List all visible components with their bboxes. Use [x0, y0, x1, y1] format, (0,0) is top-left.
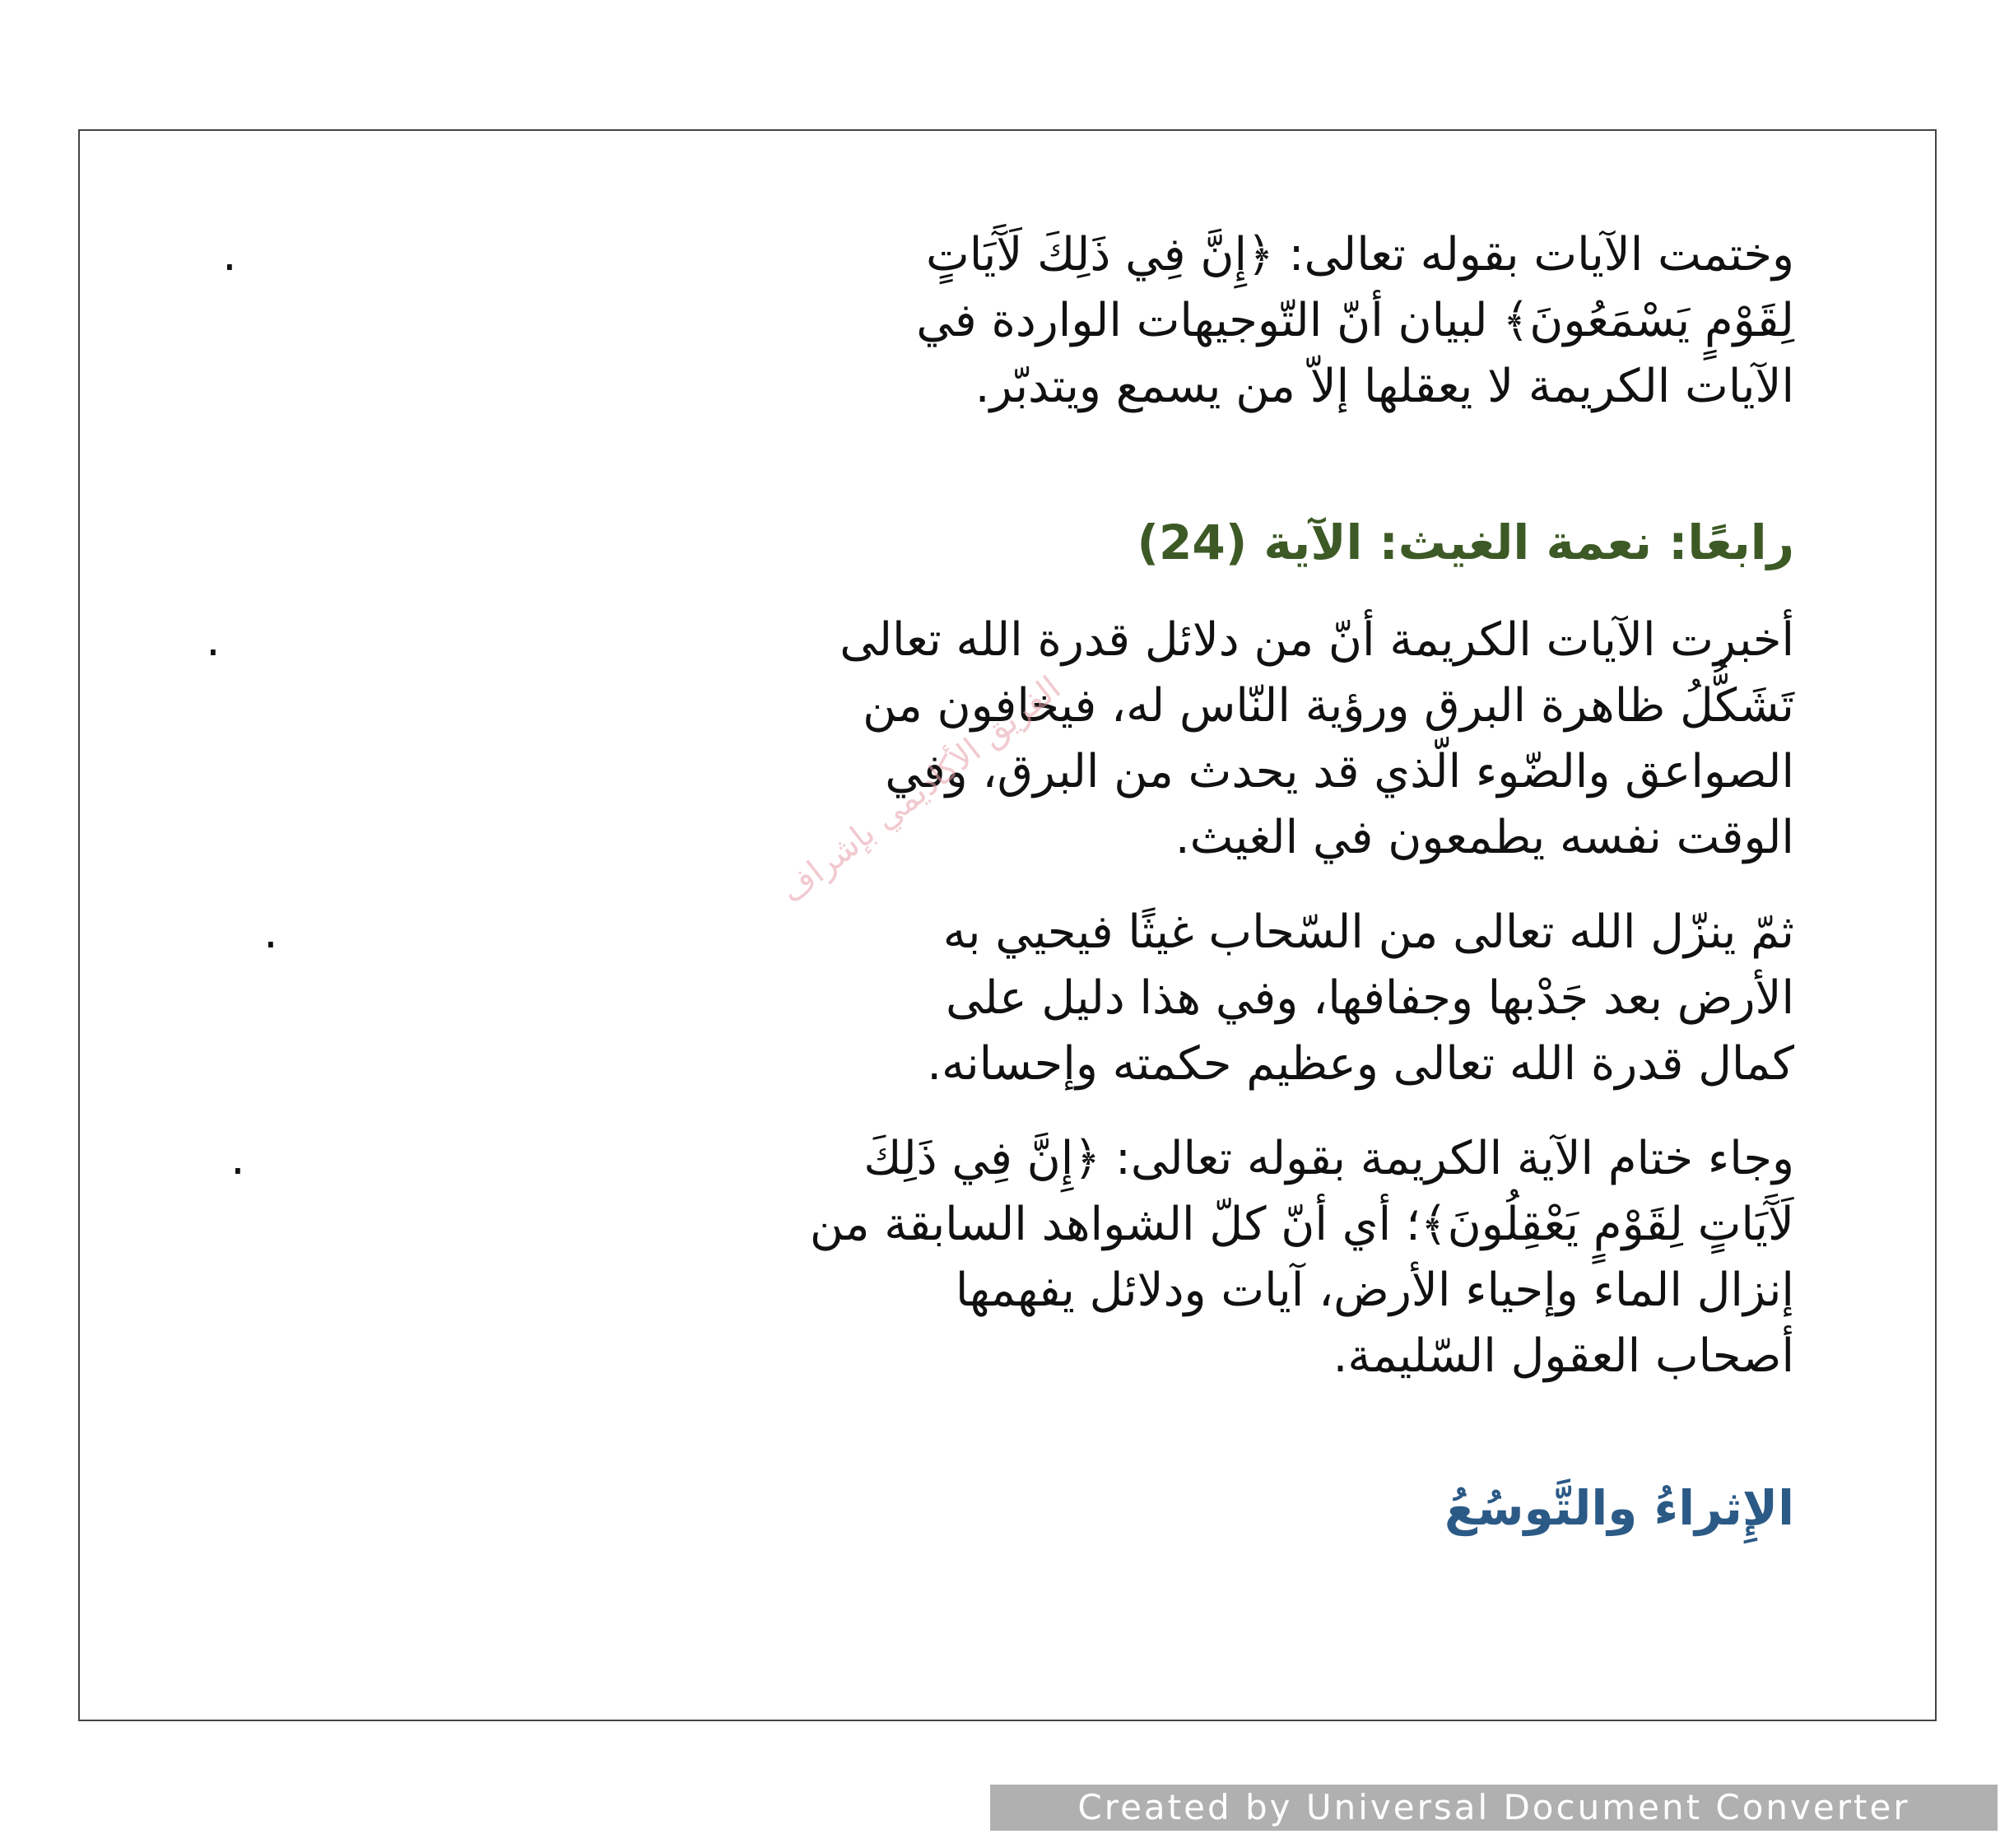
paragraph-1 [222, 222, 1794, 420]
line: أصحاب العقول السّليمة. [1333, 1329, 1794, 1383]
paragraph-4 [230, 1126, 1794, 1389]
paragraph-3 [263, 900, 1794, 1097]
line: وختمت الآيات بقوله تعالى: ﴿إِنَّ فِي ذَلِكَ لَآَيَاتٍ [925, 228, 1794, 282]
line: الآيات الكريمة لا يعقلها إلاّ من يسمع ويتدبّر. [974, 360, 1794, 413]
bullet-point: . [230, 1132, 245, 1185]
line: ثمّ ينزّل الله تعالى من السّحاب غيثًا فيحيي به [942, 905, 1794, 959]
line: كمال قدرة الله تعالى وعظيم حكمته وإحسانه. [927, 1037, 1794, 1091]
line: الصواعق والضّوء الّذي قد يحدث من البرق، وفي [885, 745, 1794, 798]
converter-footer: Created by Universal Document Converter [990, 1785, 1998, 1831]
bullet-point: . [222, 228, 237, 282]
line: الوقت نفسه يطمعون في الغيث. [1174, 811, 1794, 864]
section-heading-rain: رابعًا: نعمة الغيث: الآية (24) [1137, 514, 1794, 570]
section-heading-enrichment: الإِثراءُ والتَّوسُعُ [1444, 1480, 1794, 1536]
paragraph-2 [206, 607, 1794, 871]
line: الأرض بعد جَدْبها وجفافها، وفي هذا دليل على [946, 971, 1794, 1025]
document-content [206, 222, 1794, 1536]
bullet-point: . [206, 613, 221, 667]
line: وجاء ختام الآية الكريمة بقوله تعالى: ﴿إِنَّ فِي ذَلِكَ [863, 1132, 1794, 1185]
line: تَشَكُّلُ ظاهرة البرق ورؤية النّاس له، فيخافون من [863, 679, 1794, 733]
line: إنزال الماء وإحياء الأرض، آيات ودلائل يفهمها [955, 1264, 1794, 1317]
line: لَآَيَاتٍ لِقَوْمٍ يَعْقِلُونَ﴾؛ أي أنّ كلّ الشواهد السابقة من [809, 1198, 1794, 1251]
watermark-stamp: الفريق الأكاديمي بإشراف [774, 668, 1068, 911]
line: أخبرت الآيات الكريمة أنّ من دلائل قدرة الله تعالى [840, 613, 1794, 667]
bullet-point: . [263, 905, 278, 959]
line: لِقَوْمٍ يَسْمَعُونَ﴾ لبيان أنّ التّوجيهات الواردة في [916, 294, 1794, 347]
